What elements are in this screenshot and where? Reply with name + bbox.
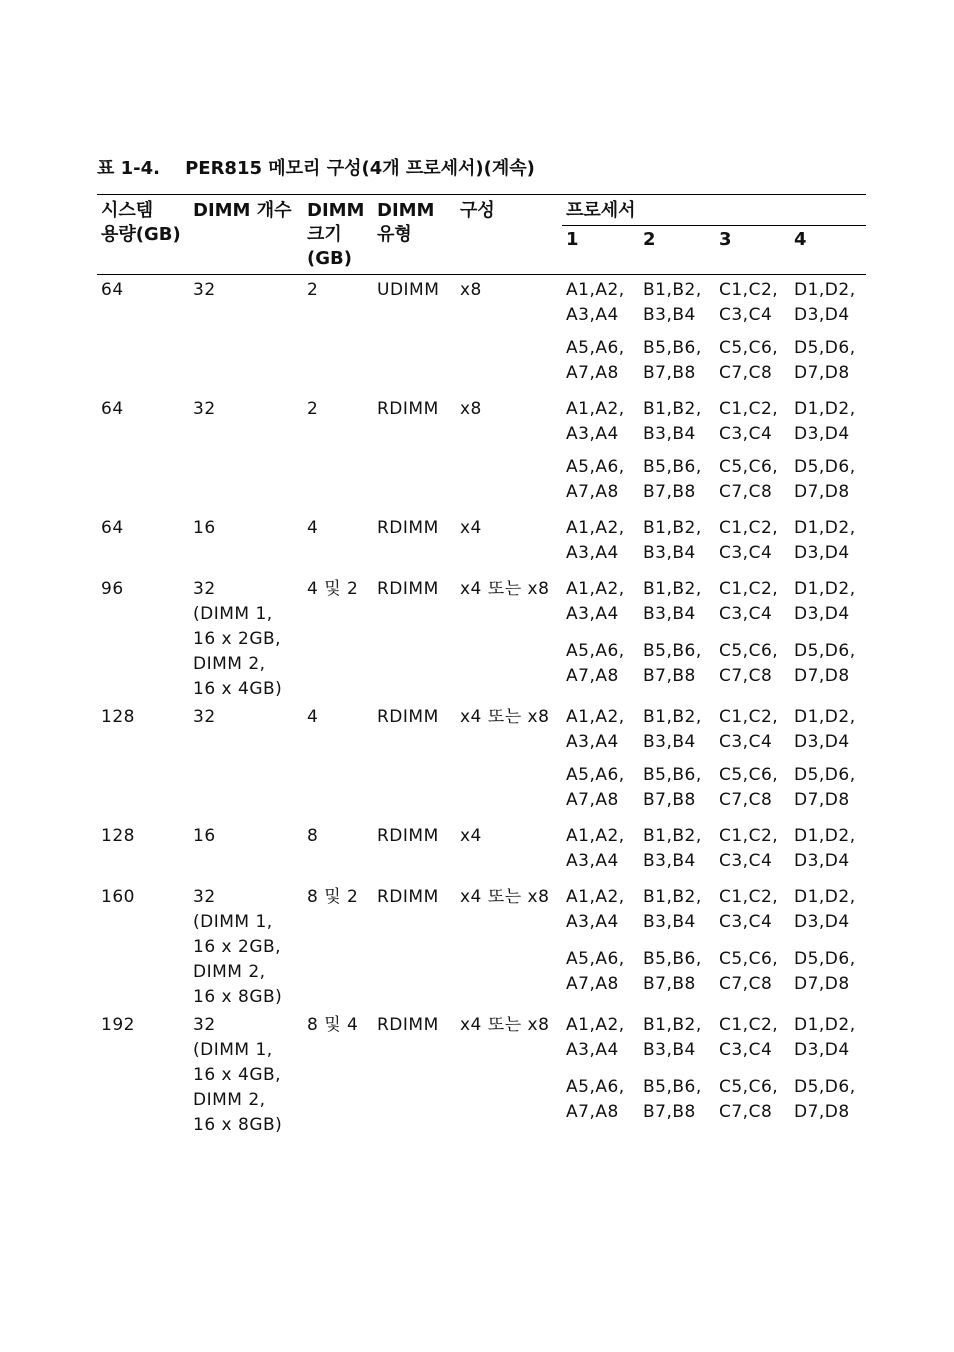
cell-capacity: 64 [101, 399, 124, 419]
cell-processor-2-slots: B1,B2, B3,B4 [643, 1015, 702, 1060]
cell-processor-4-slots: D5,D6, D7,D8 [794, 457, 856, 502]
cell-capacity: 160 [101, 887, 135, 907]
cell-processor-1-slots: A5,A6, A7,A8 [566, 1077, 625, 1122]
cell-processor-2-slots: B5,B6, B7,B8 [643, 641, 702, 686]
cell-processor-1-slots: A1,A2, A3,A4 [566, 280, 625, 325]
cell-dimm-size: 4 [307, 707, 319, 727]
cell-dimm-count: 32 (DIMM 1, 16 x 2GB, DIMM 2, 16 x 4GB) [193, 579, 283, 699]
cell-processor-3-slots: C1,C2, C3,C4 [719, 887, 779, 932]
cell-config: x4 또는 x8 [460, 887, 550, 907]
cell-dimm-type: RDIMM [377, 399, 439, 419]
cell-processor-4-slots: D1,D2, D3,D4 [794, 1015, 856, 1060]
memory-config-table [97, 194, 866, 1138]
cell-processor-3-slots: C1,C2, C3,C4 [719, 1015, 779, 1060]
cell-processor-2-slots: B5,B6, B7,B8 [643, 949, 702, 994]
cell-processor-1-slots: A5,A6, A7,A8 [566, 765, 625, 810]
cell-processor-4-slots: D1,D2, D3,D4 [794, 518, 856, 563]
cell-dimm-count: 32 [193, 399, 216, 419]
header-capacity: 시스템 용량(GB) [97, 195, 189, 275]
cell-processor-4-slots: D1,D2, D3,D4 [794, 826, 856, 871]
header-config: 구성 [456, 195, 562, 275]
cell-processor-2-slots: B1,B2, B3,B4 [643, 280, 702, 325]
table-row [97, 821, 866, 882]
table-body [97, 275, 866, 1139]
cell-dimm-size: 4 및 2 [307, 579, 359, 599]
cell-dimm-count: 32 (DIMM 1, 16 x 2GB, DIMM 2, 16 x 8GB) [193, 887, 283, 1007]
cell-config: x4 [460, 518, 482, 538]
cell-capacity: 192 [101, 1015, 135, 1035]
cell-processor-3-slots: C1,C2, C3,C4 [719, 826, 779, 871]
cell-processor-3-slots: C1,C2, C3,C4 [719, 579, 779, 624]
header-dimm-type: DIMM 유형 [373, 195, 456, 275]
cell-dimm-count: 16 [193, 518, 216, 538]
cell-processor-1-slots: A1,A2, A3,A4 [566, 399, 625, 444]
cell-dimm-type: UDIMM [377, 280, 440, 300]
cell-dimm-size: 2 [307, 280, 319, 300]
cell-config: x8 [460, 280, 482, 300]
cell-processor-1-slots: A1,A2, A3,A4 [566, 887, 625, 932]
cell-processor-4-slots: D5,D6, D7,D8 [794, 765, 856, 810]
table-row [97, 574, 866, 631]
cell-processor-3-slots: C5,C6, C7,C8 [719, 641, 779, 686]
cell-capacity: 128 [101, 826, 135, 846]
cell-processor-1-slots: A1,A2, A3,A4 [566, 707, 625, 752]
cell-processor-1-slots: A1,A2, A3,A4 [566, 1015, 625, 1060]
cell-dimm-size: 8 및 4 [307, 1015, 359, 1035]
cell-processor-3-slots: C1,C2, C3,C4 [719, 518, 779, 563]
cell-processor-2-slots: B5,B6, B7,B8 [643, 765, 702, 810]
cell-processor-3-slots: C5,C6, C7,C8 [719, 338, 779, 383]
cell-processor-1-slots: A5,A6, A7,A8 [566, 949, 625, 994]
header-processor: 프로세서 [562, 195, 866, 226]
header-dimm-count: DIMM 개수 [189, 195, 303, 275]
table-caption: 표 1-4. PER815 메모리 구성(4개 프로세서)(계속) [97, 158, 535, 179]
cell-processor-1-slots: A1,A2, A3,A4 [566, 826, 625, 871]
cell-processor-4-slots: D1,D2, D3,D4 [794, 707, 856, 752]
cell-dimm-size: 8 및 2 [307, 887, 359, 907]
cell-processor-4-slots: D1,D2, D3,D4 [794, 280, 856, 325]
cell-processor-1-slots: A5,A6, A7,A8 [566, 338, 625, 383]
cell-processor-2-slots: B1,B2, B3,B4 [643, 826, 702, 871]
cell-dimm-type: RDIMM [377, 887, 439, 907]
cell-dimm-type: RDIMM [377, 1015, 439, 1035]
cell-processor-3-slots: C5,C6, C7,C8 [719, 765, 779, 810]
cell-config: x8 [460, 399, 482, 419]
table-row [97, 1010, 866, 1067]
cell-config: x4 또는 x8 [460, 1015, 550, 1035]
cell-dimm-count: 16 [193, 826, 216, 846]
table-row [97, 275, 866, 329]
cell-config: x4 [460, 826, 482, 846]
cell-processor-3-slots: C1,C2, C3,C4 [719, 280, 779, 325]
cell-processor-1-slots: A1,A2, A3,A4 [566, 579, 625, 624]
header-dimm-size: DIMM 크기 (GB) [303, 195, 373, 275]
table-row [97, 513, 866, 574]
cell-capacity: 128 [101, 707, 135, 727]
cell-processor-1-slots: A5,A6, A7,A8 [566, 457, 625, 502]
cell-processor-4-slots: D5,D6, D7,D8 [794, 949, 856, 994]
cell-processor-2-slots: B5,B6, B7,B8 [643, 457, 702, 502]
cell-processor-4-slots: D5,D6, D7,D8 [794, 1077, 856, 1122]
header-processor-4: 4 [790, 226, 866, 275]
table-row [97, 702, 866, 755]
cell-config: x4 또는 x8 [460, 707, 550, 727]
cell-processor-4-slots: D1,D2, D3,D4 [794, 399, 856, 444]
cell-capacity: 96 [101, 579, 124, 599]
cell-processor-1-slots: A1,A2, A3,A4 [566, 518, 625, 563]
cell-processor-3-slots: C5,C6, C7,C8 [719, 949, 779, 994]
cell-processor-4-slots: D5,D6, D7,D8 [794, 338, 856, 383]
cell-dimm-count: 32 [193, 280, 216, 300]
cell-dimm-type: RDIMM [377, 707, 439, 727]
cell-processor-3-slots: C5,C6, C7,C8 [719, 1077, 779, 1122]
cell-processor-2-slots: B1,B2, B3,B4 [643, 579, 702, 624]
cell-dimm-size: 8 [307, 826, 319, 846]
cell-config: x4 또는 x8 [460, 579, 550, 599]
header-processor-1: 1 [562, 226, 639, 275]
cell-dimm-size: 2 [307, 399, 319, 419]
cell-dimm-type: RDIMM [377, 518, 439, 538]
cell-processor-3-slots: C5,C6, C7,C8 [719, 457, 779, 502]
cell-processor-1-slots: A5,A6, A7,A8 [566, 641, 625, 686]
cell-processor-2-slots: B1,B2, B3,B4 [643, 887, 702, 932]
table-row [97, 882, 866, 939]
cell-dimm-count: 32 (DIMM 1, 16 x 4GB, DIMM 2, 16 x 8GB) [193, 1015, 283, 1135]
cell-capacity: 64 [101, 518, 124, 538]
cell-processor-3-slots: C1,C2, C3,C4 [719, 707, 779, 752]
cell-processor-2-slots: B5,B6, B7,B8 [643, 338, 702, 383]
cell-dimm-type: RDIMM [377, 826, 439, 846]
cell-processor-2-slots: B1,B2, B3,B4 [643, 399, 702, 444]
table-row [97, 394, 866, 447]
table-header [97, 195, 866, 275]
cell-processor-2-slots: B1,B2, B3,B4 [643, 518, 702, 563]
header-processor-2: 2 [639, 226, 715, 275]
cell-dimm-count: 32 [193, 707, 216, 727]
cell-dimm-size: 4 [307, 518, 319, 538]
header-processor-3: 3 [715, 226, 790, 275]
cell-processor-4-slots: D5,D6, D7,D8 [794, 641, 856, 686]
cell-dimm-type: RDIMM [377, 579, 439, 599]
cell-processor-2-slots: B5,B6, B7,B8 [643, 1077, 702, 1122]
cell-processor-3-slots: C1,C2, C3,C4 [719, 399, 779, 444]
cell-processor-2-slots: B1,B2, B3,B4 [643, 707, 702, 752]
cell-processor-4-slots: D1,D2, D3,D4 [794, 579, 856, 624]
cell-capacity: 64 [101, 280, 124, 300]
cell-processor-4-slots: D1,D2, D3,D4 [794, 887, 856, 932]
